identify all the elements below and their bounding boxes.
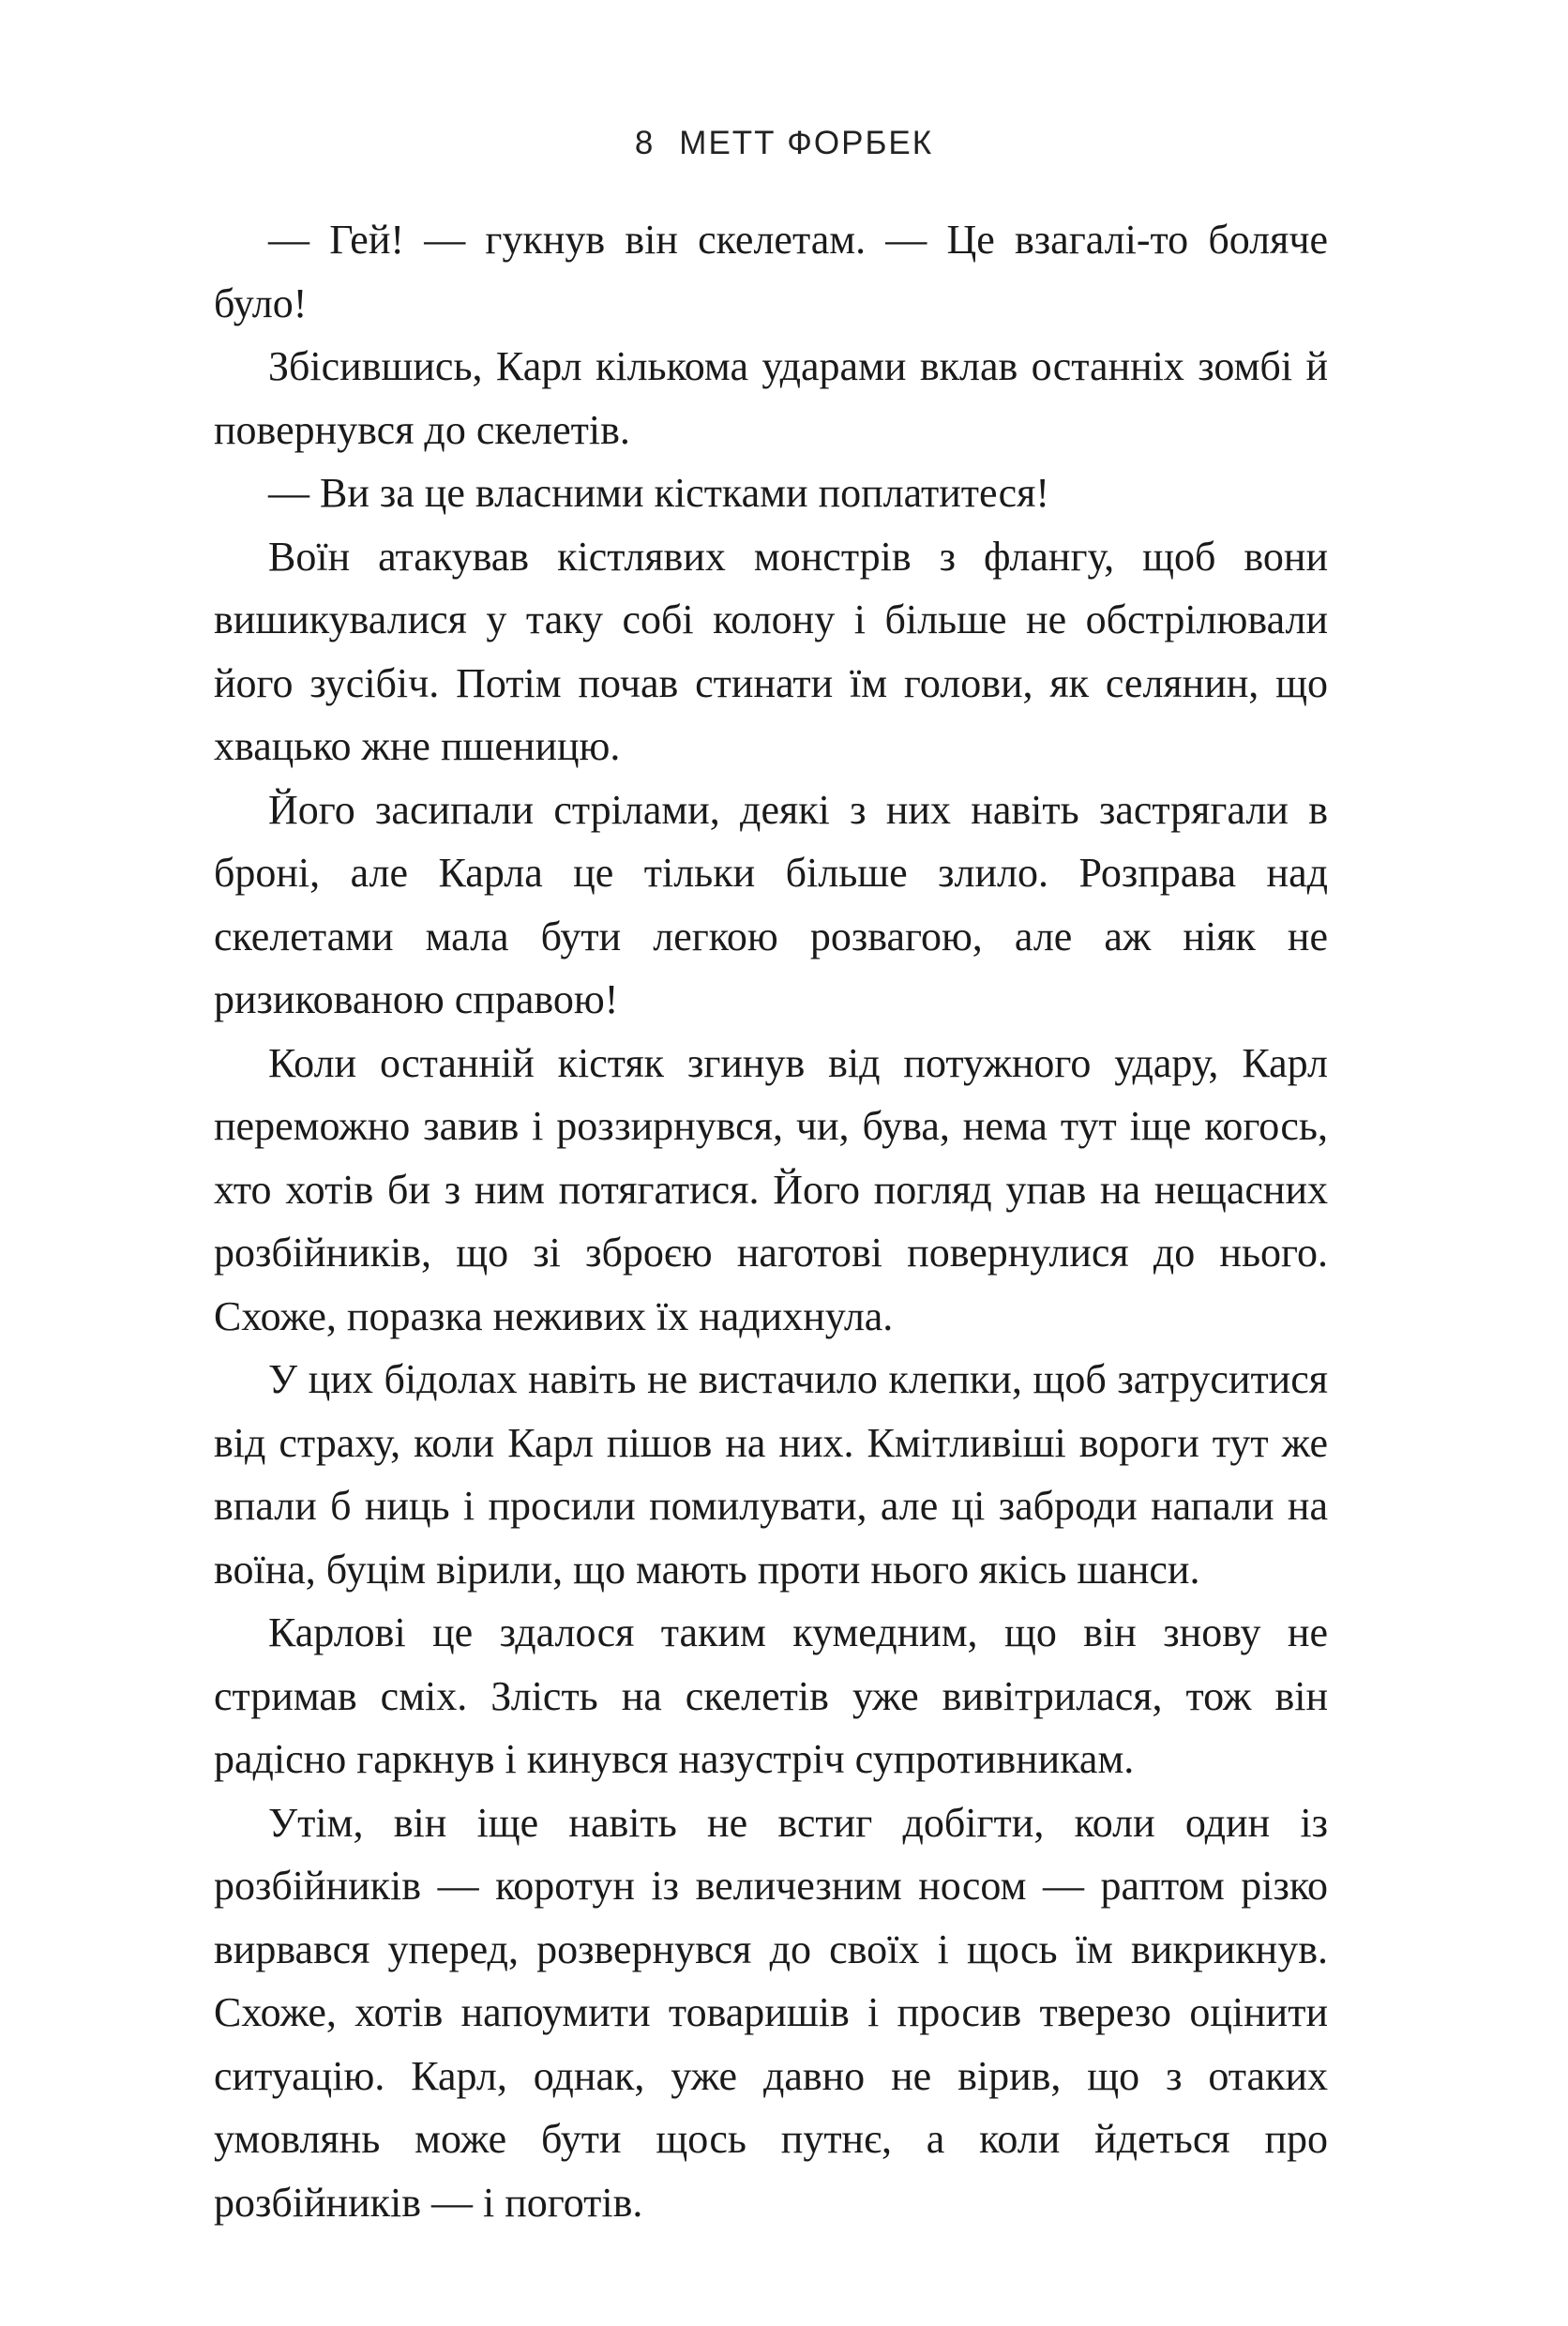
paragraph: Його засипали стрілами, деякі з них навіть застрягали в броні, але Карла це тільки більше злило. Розправа над скелетами мала бути легкою розвагою, але аж ніяк не ризикованою справою! bbox=[214, 786, 1328, 1022]
paragraph: Збісившись, Карл кількома ударами вклав останніх зомбі й повернувся до скелетів. bbox=[214, 343, 1328, 453]
paragraph: Коли останній кістяк згинув від потужного удару, Карл переможно завив і роззирнувся, чи, бува, нема тут іще когось, хто хотів би з ним потягатися. Його погляд упав на нещасних розбійників, що зі зброєю наготові повернулися до нього. Схоже, поразка неживих їх надихнула. bbox=[214, 1039, 1328, 1339]
author-name: МЕТТ ФОРБЕК bbox=[679, 125, 934, 161]
body-text bbox=[214, 208, 1328, 2234]
paragraph: — Гей! — гукнув він скелетам. — Це взагалі-то боляче було! bbox=[214, 217, 1328, 326]
paragraph: — Ви за це власними кістками поплатитеся! bbox=[268, 470, 1050, 516]
paragraph: У цих бідолах навіть не вистачило клепки, щоб затруситися від страху, коли Карл пішов на них. Кмітливіші вороги тут же впали б ниць і просили помилувати, але ці заброди напали на воїна, буцім вірили, що мають проти нього якісь шанси. bbox=[214, 1356, 1328, 1593]
page-number: 8 bbox=[634, 125, 656, 161]
paragraph: Карлові це здалося таким кумедним, що він знову не стримав сміх. Злість на скелетів уже вивітрилася, тож він радісно гаркнув і кинувся назустріч супротивникам. bbox=[214, 1609, 1328, 1782]
running-head bbox=[0, 120, 1568, 167]
paragraph: Утім, він іще навіть не встиг добігти, коли один із розбійників — коротун із величезним носом — раптом різко вирвався уперед, розвернувся до своїх і щось їм викрикнув. Схоже, хотів напоумити товаришів і просив тверезо оцінити ситуацію. Карл, однак, уже давно не вірив, що з отаких умовлянь може бути щось путнє, а коли йдеться про розбійників — і поготів. bbox=[214, 1799, 1328, 2226]
paragraph: Воїн атакував кістлявих монстрів з флангу, щоб вони вишикувалися у таку собі колону і більше не обстрілювали його зусібіч. Потім почав стинати їм голови, як селянин, що хвацько жне пшеницю. bbox=[214, 533, 1328, 769]
